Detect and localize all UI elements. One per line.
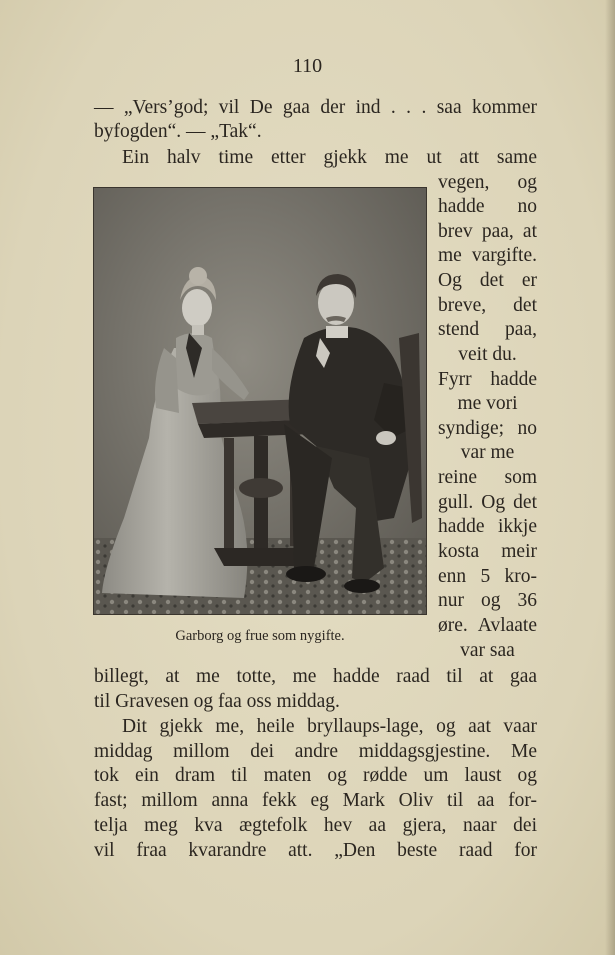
- text-line: billegt, at me totte, me hadde raad til at gaa: [94, 666, 537, 687]
- side-text-line: nur og 36: [438, 590, 537, 611]
- text-line: fast; millom anna fekk eg Mark Oliv til aa for-: [94, 790, 537, 811]
- text-line: byfogden“. — „Tak“.: [94, 121, 262, 142]
- text-line: tok ein dram til maten og rødde um laust og: [94, 765, 537, 786]
- side-text-line: var me: [460, 442, 515, 463]
- text-line: middag millom dei andre middagsgjestine. Me: [94, 741, 537, 762]
- side-text-line: reine som: [438, 467, 537, 488]
- text-line: Dit gjekk me, heile bryllaups-lage, og aat vaar: [122, 716, 537, 737]
- side-text-line: øre. Avlaate: [438, 615, 537, 636]
- side-text-line: Fyrr hadde: [438, 369, 537, 390]
- text-line: til Gravesen og faa oss middag.: [94, 691, 340, 712]
- text-line: Ein halv time etter gjekk me ut att same: [122, 147, 537, 168]
- wedding-photograph: [93, 187, 427, 615]
- side-text-line: kosta meir: [438, 541, 537, 562]
- side-text-line: hadde no: [438, 196, 537, 217]
- side-text-line: brev paa, at: [438, 221, 537, 242]
- side-text-line: var saa: [460, 640, 515, 661]
- figure-caption: Garborg og frue som nygifte.: [175, 628, 345, 644]
- page-number: 110: [292, 55, 323, 77]
- text-line: telja meg kva ægtefolk hev aa gjera, naar dei: [94, 815, 537, 836]
- text-line: — „Vers’god; vil De gaa der ind . . . saa kommer: [94, 97, 537, 118]
- side-text-line: enn 5 kro-: [438, 566, 537, 587]
- side-text-line: hadde ikkje: [438, 516, 537, 537]
- side-text-line: Og det er: [438, 270, 537, 291]
- side-text-line: stend paa,: [438, 319, 537, 340]
- text-line: vil fraa kvarandre att. „Den beste raad for: [94, 840, 537, 861]
- side-text-line: vegen, og: [438, 172, 537, 193]
- side-text-line: me vargifte.: [438, 245, 537, 266]
- side-text-line: syndige; no: [438, 418, 537, 439]
- side-text-line: gull. Og det: [438, 492, 537, 513]
- side-text-line: veit du.: [458, 344, 517, 365]
- side-text-line: me vori: [457, 393, 518, 414]
- side-text-line: breve, det: [438, 295, 537, 316]
